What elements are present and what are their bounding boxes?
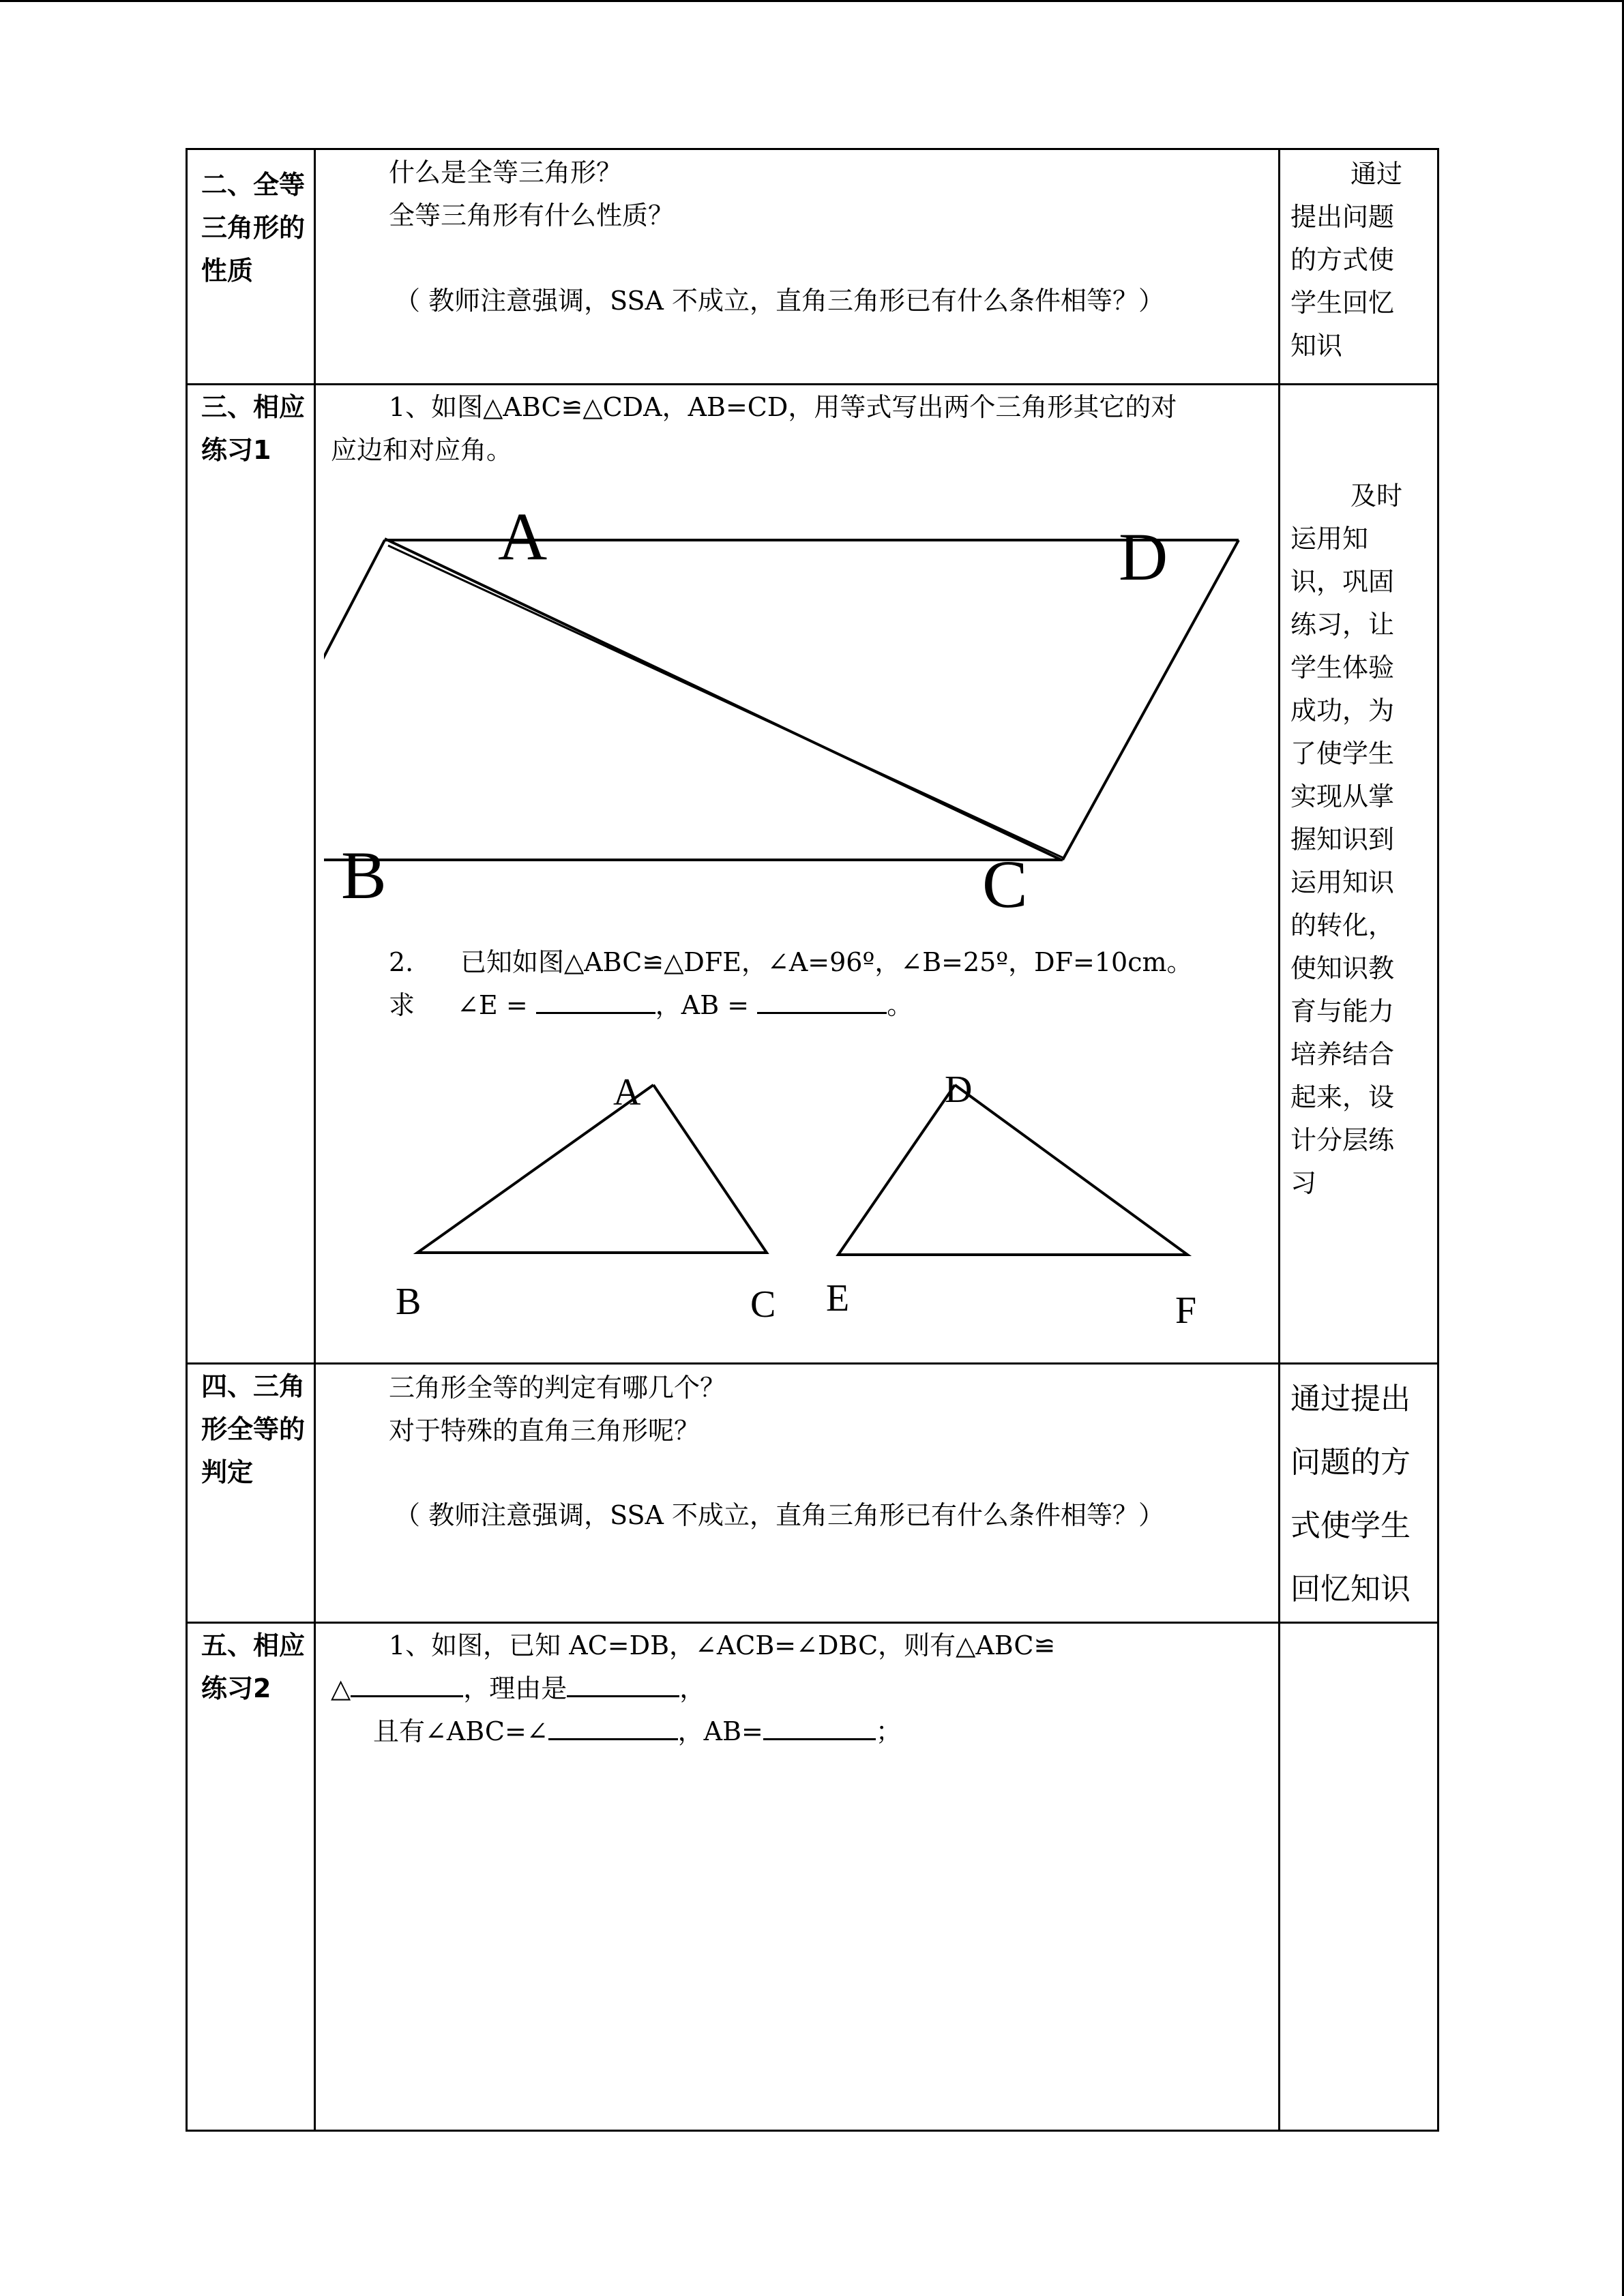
triangle-DEF [838, 1085, 1187, 1255]
vertex-label-A: A [498, 498, 548, 574]
vertex-label-A: A [613, 1071, 641, 1114]
question-line: 什么是全等三角形？ [389, 158, 623, 188]
question-1-line-1: 1、如图△ABC≌△CDA，AB=CD，用等式写出两个三角形其它的对 [389, 392, 1177, 422]
figure-two-triangles [188, 150, 1441, 2134]
question-2-angle-e: ∠E = [457, 990, 528, 1020]
lesson-table [186, 148, 1439, 2132]
question-line: 对于特殊的直角三角形呢？ [389, 1416, 700, 1446]
question-2-line-1: 已知如图△ABC≌△DFE，∠A=96º，∠B=25º，DF=10cm。 [460, 947, 1193, 977]
answer-blank-ab[interactable] [763, 1714, 876, 1740]
exercise-line-3-end: ； [875, 1716, 902, 1746]
exercise-line-3-start: 且有∠ABC=∠ [373, 1716, 548, 1746]
answer-blank-reason[interactable] [567, 1671, 679, 1697]
teacher-note-line: （ 教师注意强调，SSA 不成立，直角三角形已有什么条件相等？） [394, 286, 1164, 316]
vertex-label-C: C [750, 1283, 776, 1326]
teacher-note-line: （ 教师注意强调，SSA 不成立，直角三角形已有什么条件相等？） [394, 1500, 1164, 1530]
page-border-top [0, 0, 1624, 2]
vertex-label-B: B [341, 837, 387, 913]
question-line: 三角形全等的判定有哪几个？ [389, 1373, 726, 1403]
answer-blank-triangle[interactable] [351, 1671, 463, 1697]
question-1-line-2: 应边和对应角。 [331, 435, 513, 465]
vertex-label-D: D [1119, 519, 1168, 595]
section-title-practice-2: 五、相应练习2 [201, 1630, 306, 1703]
purpose-note: 通过提出问题的方式使学生回忆知识 [1290, 1382, 1411, 1607]
question-line: 全等三角形有什么性质？ [389, 200, 675, 230]
triangle-ABC [417, 1085, 767, 1253]
question-2-end: 。 [887, 990, 913, 1020]
vertex-label-C: C [982, 846, 1028, 922]
purpose-note: 通过提出问题的方式使学生回忆知识 [1290, 159, 1403, 361]
exercise-line-2-start: △ [331, 1673, 351, 1703]
vertex-label-B: B [396, 1281, 422, 1323]
exercise-line-3-mid: ，AB= [677, 1716, 763, 1746]
section-title-criteria: 四、三角形全等的判定 [201, 1371, 306, 1487]
question-2-ask: 求 [389, 990, 415, 1020]
exercise-line-1: 1、如图，已知 AC=DB，∠ACB=∠DBC，则有△ABC≌ [389, 1630, 1056, 1660]
section-title-practice-1: 三、相应练习1 [201, 392, 306, 465]
question-2-number: 2. [389, 947, 414, 977]
question-2-ab: ，AB = [655, 990, 750, 1020]
vertex-label-F: F [1175, 1289, 1197, 1332]
vertex-label-D: D [945, 1069, 973, 1111]
exercise-line-2-mid: ，理由是 [463, 1673, 567, 1703]
exercise-line-2-end: ， [679, 1673, 706, 1703]
answer-blank-angle[interactable] [548, 1714, 678, 1740]
section-title-properties: 二、全等三角形的性质 [201, 170, 306, 286]
purpose-note: 及时运用知识，巩固练习，让学生体验成功，为了使学生实现从掌握知识到运用知识的转化，使知识教育与能力培养结合起来，设计分层练习 [1290, 481, 1403, 1198]
vertex-label-E: E [826, 1277, 850, 1320]
